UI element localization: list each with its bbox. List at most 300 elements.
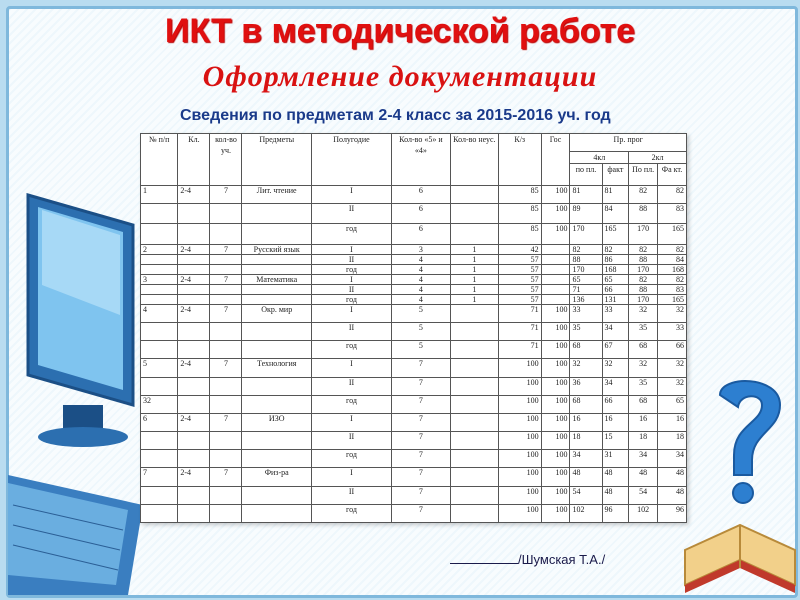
cell-num: 1 (141, 186, 178, 204)
table-row (141, 284, 687, 294)
cell-p1: 170 (570, 264, 602, 274)
slide-title: ИКТ в методической работе (164, 12, 636, 50)
cell-half: I (311, 244, 391, 254)
cell-p1: 65 (570, 274, 602, 284)
table-row (141, 486, 687, 504)
cell-num (141, 377, 178, 395)
cell-kz: 57 (498, 274, 541, 284)
cell-f1: 168 (602, 264, 629, 274)
cell-n (450, 304, 498, 322)
cell-p1: 89 (570, 204, 602, 224)
cell-p1: 34 (570, 450, 602, 468)
cell-p1: 81 (570, 186, 602, 204)
cell-count (210, 504, 242, 522)
cell-count (210, 284, 242, 294)
cell-kz: 85 (498, 224, 541, 244)
cell-kz: 57 (498, 294, 541, 304)
table-row (141, 450, 687, 468)
subjects-table (140, 133, 687, 523)
cell-cl (178, 395, 210, 413)
cell-kz: 100 (498, 413, 541, 431)
cell-subject (242, 224, 311, 244)
cell-gos (541, 274, 570, 284)
cell-f1: 96 (602, 504, 629, 522)
cell-subject (242, 264, 311, 274)
cell-num (141, 204, 178, 224)
cell-cl: 2-4 (178, 413, 210, 431)
cell-n (450, 323, 498, 341)
cell-n (450, 395, 498, 413)
cell-num: 5 (141, 359, 178, 377)
cell-kz: 71 (498, 341, 541, 359)
cell-cl: 2-4 (178, 359, 210, 377)
cell-kz: 85 (498, 186, 541, 204)
cell-p1: 16 (570, 413, 602, 431)
cell-subject: Окр. мир (242, 304, 311, 322)
cell-n (450, 486, 498, 504)
cell-cl (178, 377, 210, 395)
cell-q: 5 (392, 323, 451, 341)
cell-cl (178, 254, 210, 264)
cell-subject: Физ-ра (242, 468, 311, 486)
header-gos: Гос (541, 134, 570, 186)
cell-f1: 31 (602, 450, 629, 468)
cell-kz: 57 (498, 254, 541, 264)
cell-count (210, 254, 242, 264)
table-row (141, 244, 687, 254)
cell-p2: 35 (629, 323, 658, 341)
cell-subject (242, 377, 311, 395)
cell-f1: 82 (602, 244, 629, 254)
cell-p2: 18 (629, 432, 658, 450)
cell-p2: 68 (629, 341, 658, 359)
cell-p2: 32 (629, 304, 658, 322)
table-row (141, 204, 687, 224)
header-half: Полугодие (311, 134, 391, 186)
cell-num (141, 264, 178, 274)
cell-p1: 32 (570, 359, 602, 377)
cell-num (141, 486, 178, 504)
cell-subject (242, 486, 311, 504)
cell-count (210, 377, 242, 395)
cell-subject: ИЗО (242, 413, 311, 431)
cell-p2: 48 (629, 468, 658, 486)
cell-gos: 100 (541, 432, 570, 450)
cell-num (141, 504, 178, 522)
cell-num: 3 (141, 274, 178, 284)
cell-count (210, 204, 242, 224)
cell-n (450, 468, 498, 486)
cell-subject (242, 254, 311, 264)
header-program: Пр. прог (570, 134, 687, 152)
cell-p2: 170 (629, 294, 658, 304)
table-row (141, 274, 687, 284)
table-row (141, 377, 687, 395)
cell-f1: 34 (602, 377, 629, 395)
cell-q: 7 (392, 468, 451, 486)
cell-subject (242, 204, 311, 224)
cell-p1: 18 (570, 432, 602, 450)
cell-gos: 100 (541, 304, 570, 322)
cell-cl (178, 450, 210, 468)
header-grade2: 2кл (629, 152, 687, 164)
cell-cl: 2-4 (178, 468, 210, 486)
cell-num (141, 323, 178, 341)
header-fact-4: факт (602, 164, 629, 186)
signature-line (450, 563, 518, 564)
cell-kz: 100 (498, 395, 541, 413)
cell-count (210, 432, 242, 450)
cell-gos (541, 254, 570, 264)
cell-f2: 65 (658, 395, 687, 413)
cell-cl (178, 504, 210, 522)
cell-count: 7 (210, 304, 242, 322)
table-row (141, 186, 687, 204)
cell-gos (541, 284, 570, 294)
cell-half: II (311, 486, 391, 504)
cell-subject: Лит. чтение (242, 186, 311, 204)
cell-f2: 48 (658, 486, 687, 504)
cell-p2: 88 (629, 284, 658, 294)
header-q45: Кол-во «5» и «4» (392, 134, 451, 186)
cell-gos: 100 (541, 224, 570, 244)
cell-p2: 16 (629, 413, 658, 431)
cell-cl (178, 224, 210, 244)
cell-q: 7 (392, 450, 451, 468)
cell-subject (242, 450, 311, 468)
cell-q: 7 (392, 486, 451, 504)
cell-f1: 84 (602, 204, 629, 224)
cell-num: 2 (141, 244, 178, 254)
cell-kz: 85 (498, 204, 541, 224)
table-row (141, 413, 687, 431)
cell-count: 7 (210, 186, 242, 204)
cell-num: 4 (141, 304, 178, 322)
cell-num: 7 (141, 468, 178, 486)
cell-q: 7 (392, 395, 451, 413)
cell-p1: 71 (570, 284, 602, 294)
cell-cl: 2-4 (178, 244, 210, 254)
cell-num (141, 341, 178, 359)
cell-count (210, 323, 242, 341)
cell-count: 7 (210, 274, 242, 284)
cell-half: II (311, 377, 391, 395)
cell-f2: 165 (658, 224, 687, 244)
cell-half: II (311, 432, 391, 450)
cell-f2: 84 (658, 254, 687, 264)
cell-kz: 100 (498, 377, 541, 395)
cell-gos: 100 (541, 186, 570, 204)
cell-cl (178, 341, 210, 359)
cell-p1: 68 (570, 395, 602, 413)
cell-p1: 88 (570, 254, 602, 264)
cell-cl: 2-4 (178, 186, 210, 204)
cell-f1: 16 (602, 413, 629, 431)
cell-q: 7 (392, 413, 451, 431)
cell-count: 7 (210, 359, 242, 377)
cell-q: 5 (392, 304, 451, 322)
cell-kz: 71 (498, 304, 541, 322)
cell-f2: 165 (658, 294, 687, 304)
cell-f1: 65 (602, 274, 629, 284)
cell-count (210, 264, 242, 274)
header-grade4: 4кл (570, 152, 629, 164)
cell-f2: 32 (658, 304, 687, 322)
cell-gos (541, 244, 570, 254)
cell-cl (178, 323, 210, 341)
cell-count (210, 486, 242, 504)
cell-p1: 48 (570, 468, 602, 486)
table-caption: Сведения по предметам 2-4 класс за 2015-2016 уч. год (180, 107, 611, 124)
cell-f2: 32 (658, 377, 687, 395)
header-class: Кл. (178, 134, 210, 186)
table-row (141, 254, 687, 264)
cell-f1: 81 (602, 186, 629, 204)
cell-f2: 16 (658, 413, 687, 431)
cell-f1: 48 (602, 468, 629, 486)
table-row (141, 224, 687, 244)
cell-subject: Русский язык (242, 244, 311, 254)
cell-f1: 48 (602, 486, 629, 504)
cell-n: 1 (450, 284, 498, 294)
cell-p2: 32 (629, 359, 658, 377)
cell-gos: 100 (541, 377, 570, 395)
cell-half: II (311, 284, 391, 294)
cell-num: 6 (141, 413, 178, 431)
cell-subject: Технология (242, 359, 311, 377)
cell-subject (242, 504, 311, 522)
table-row (141, 294, 687, 304)
cell-f1: 32 (602, 359, 629, 377)
cell-half: год (311, 294, 391, 304)
header-plan-2: По пл. (629, 164, 658, 186)
cell-gos: 100 (541, 323, 570, 341)
cell-count (210, 341, 242, 359)
cell-f2: 18 (658, 432, 687, 450)
cell-q: 7 (392, 359, 451, 377)
table-row (141, 341, 687, 359)
cell-gos (541, 294, 570, 304)
cell-n (450, 413, 498, 431)
cell-n: 1 (450, 244, 498, 254)
cell-q: 7 (392, 432, 451, 450)
table-row (141, 359, 687, 377)
table-row (141, 432, 687, 450)
cell-gos: 100 (541, 486, 570, 504)
cell-kz: 100 (498, 432, 541, 450)
cell-p2: 54 (629, 486, 658, 504)
cell-p1: 82 (570, 244, 602, 254)
cell-f1: 66 (602, 284, 629, 294)
cell-n: 1 (450, 274, 498, 284)
subjects-table-container (140, 133, 687, 523)
cell-f2: 48 (658, 468, 687, 486)
cell-subject (242, 341, 311, 359)
cell-p2: 82 (629, 244, 658, 254)
cell-n (450, 359, 498, 377)
cell-q: 4 (392, 274, 451, 284)
cell-num (141, 432, 178, 450)
cell-kz: 42 (498, 244, 541, 254)
cell-subject (242, 323, 311, 341)
cell-f2: 33 (658, 323, 687, 341)
cell-n (450, 186, 498, 204)
cell-f1: 86 (602, 254, 629, 264)
header-count: кол-во уч. (210, 134, 242, 186)
header-fact-2: Фа кт. (658, 164, 687, 186)
cell-n (450, 204, 498, 224)
cell-p2: 88 (629, 204, 658, 224)
cell-half: I (311, 186, 391, 204)
cell-n (450, 224, 498, 244)
cell-f2: 83 (658, 204, 687, 224)
cell-half: год (311, 341, 391, 359)
cell-q: 6 (392, 186, 451, 204)
cell-n (450, 450, 498, 468)
cell-gos: 100 (541, 413, 570, 431)
cell-p1: 36 (570, 377, 602, 395)
cell-kz: 57 (498, 264, 541, 274)
cell-f1: 66 (602, 395, 629, 413)
cell-half: I (311, 274, 391, 284)
cell-n (450, 377, 498, 395)
cell-half: II (311, 204, 391, 224)
cell-gos: 100 (541, 468, 570, 486)
cell-p1: 54 (570, 486, 602, 504)
cell-gos: 100 (541, 450, 570, 468)
cell-subject (242, 395, 311, 413)
slide-subtitle: Оформление документации (202, 60, 598, 93)
book-question-illustration (680, 375, 800, 595)
cell-kz: 100 (498, 486, 541, 504)
cell-count (210, 395, 242, 413)
table-row (141, 468, 687, 486)
cell-cl: 2-4 (178, 274, 210, 284)
signature (450, 552, 605, 567)
cell-count: 7 (210, 244, 242, 254)
cell-half: год (311, 395, 391, 413)
cell-count (210, 224, 242, 244)
cell-half: I (311, 413, 391, 431)
header-plan-4: по пл. (570, 164, 602, 186)
header-subject: Предметы (242, 134, 311, 186)
cell-half: год (311, 264, 391, 274)
cell-subject (242, 284, 311, 294)
header-num: № п/п (141, 134, 178, 186)
cell-f1: 33 (602, 304, 629, 322)
cell-cl: 2-4 (178, 304, 210, 322)
cell-cl (178, 284, 210, 294)
cell-q: 4 (392, 254, 451, 264)
cell-subject (242, 432, 311, 450)
cell-count (210, 294, 242, 304)
cell-count: 7 (210, 413, 242, 431)
cell-p2: 34 (629, 450, 658, 468)
cell-p2: 170 (629, 224, 658, 244)
cell-f2: 82 (658, 186, 687, 204)
cell-n (450, 432, 498, 450)
cell-q: 5 (392, 341, 451, 359)
cell-p1: 68 (570, 341, 602, 359)
cell-p2: 68 (629, 395, 658, 413)
header-nonsat: Кол-во неус. (450, 134, 498, 186)
cell-kz: 100 (498, 359, 541, 377)
cell-q: 6 (392, 204, 451, 224)
cell-half: год (311, 224, 391, 244)
cell-p1: 102 (570, 504, 602, 522)
cell-gos: 100 (541, 395, 570, 413)
cell-gos: 100 (541, 504, 570, 522)
cell-cl (178, 486, 210, 504)
cell-q: 7 (392, 504, 451, 522)
cell-q: 4 (392, 294, 451, 304)
cell-half: год (311, 450, 391, 468)
cell-p1: 35 (570, 323, 602, 341)
cell-f2: 83 (658, 284, 687, 294)
cell-q: 7 (392, 377, 451, 395)
cell-half: II (311, 323, 391, 341)
cell-p1: 33 (570, 304, 602, 322)
cell-gos (541, 264, 570, 274)
cell-f2: 66 (658, 341, 687, 359)
table-row (141, 304, 687, 322)
table-row (141, 323, 687, 341)
cell-cl (178, 264, 210, 274)
cell-num (141, 254, 178, 264)
cell-p2: 170 (629, 264, 658, 274)
cell-p2: 82 (629, 186, 658, 204)
cell-num (141, 294, 178, 304)
cell-cl (178, 204, 210, 224)
cell-num: 32 (141, 395, 178, 413)
cell-n (450, 341, 498, 359)
cell-gos: 100 (541, 359, 570, 377)
cell-half: год (311, 504, 391, 522)
cell-n: 1 (450, 254, 498, 264)
cell-q: 3 (392, 244, 451, 254)
computer-illustration (8, 175, 158, 595)
table-row (141, 504, 687, 522)
cell-f2: 96 (658, 504, 687, 522)
cell-p2: 102 (629, 504, 658, 522)
cell-half: I (311, 359, 391, 377)
table-row (141, 395, 687, 413)
cell-p2: 88 (629, 254, 658, 264)
cell-subject (242, 294, 311, 304)
cell-f1: 67 (602, 341, 629, 359)
cell-q: 4 (392, 284, 451, 294)
signature-name: /Шумская Т.А./ (518, 552, 606, 567)
cell-p2: 35 (629, 377, 658, 395)
cell-half: I (311, 468, 391, 486)
cell-kz: 100 (498, 504, 541, 522)
cell-half: II (311, 254, 391, 264)
cell-p1: 136 (570, 294, 602, 304)
cell-n (450, 504, 498, 522)
cell-q: 6 (392, 224, 451, 244)
cell-num (141, 450, 178, 468)
cell-kz: 71 (498, 323, 541, 341)
cell-kz: 57 (498, 284, 541, 294)
cell-f1: 165 (602, 224, 629, 244)
cell-f2: 34 (658, 450, 687, 468)
header-kz: К/з (498, 134, 541, 186)
cell-gos: 100 (541, 341, 570, 359)
cell-f2: 82 (658, 274, 687, 284)
cell-num (141, 224, 178, 244)
cell-cl (178, 294, 210, 304)
cell-f1: 131 (602, 294, 629, 304)
